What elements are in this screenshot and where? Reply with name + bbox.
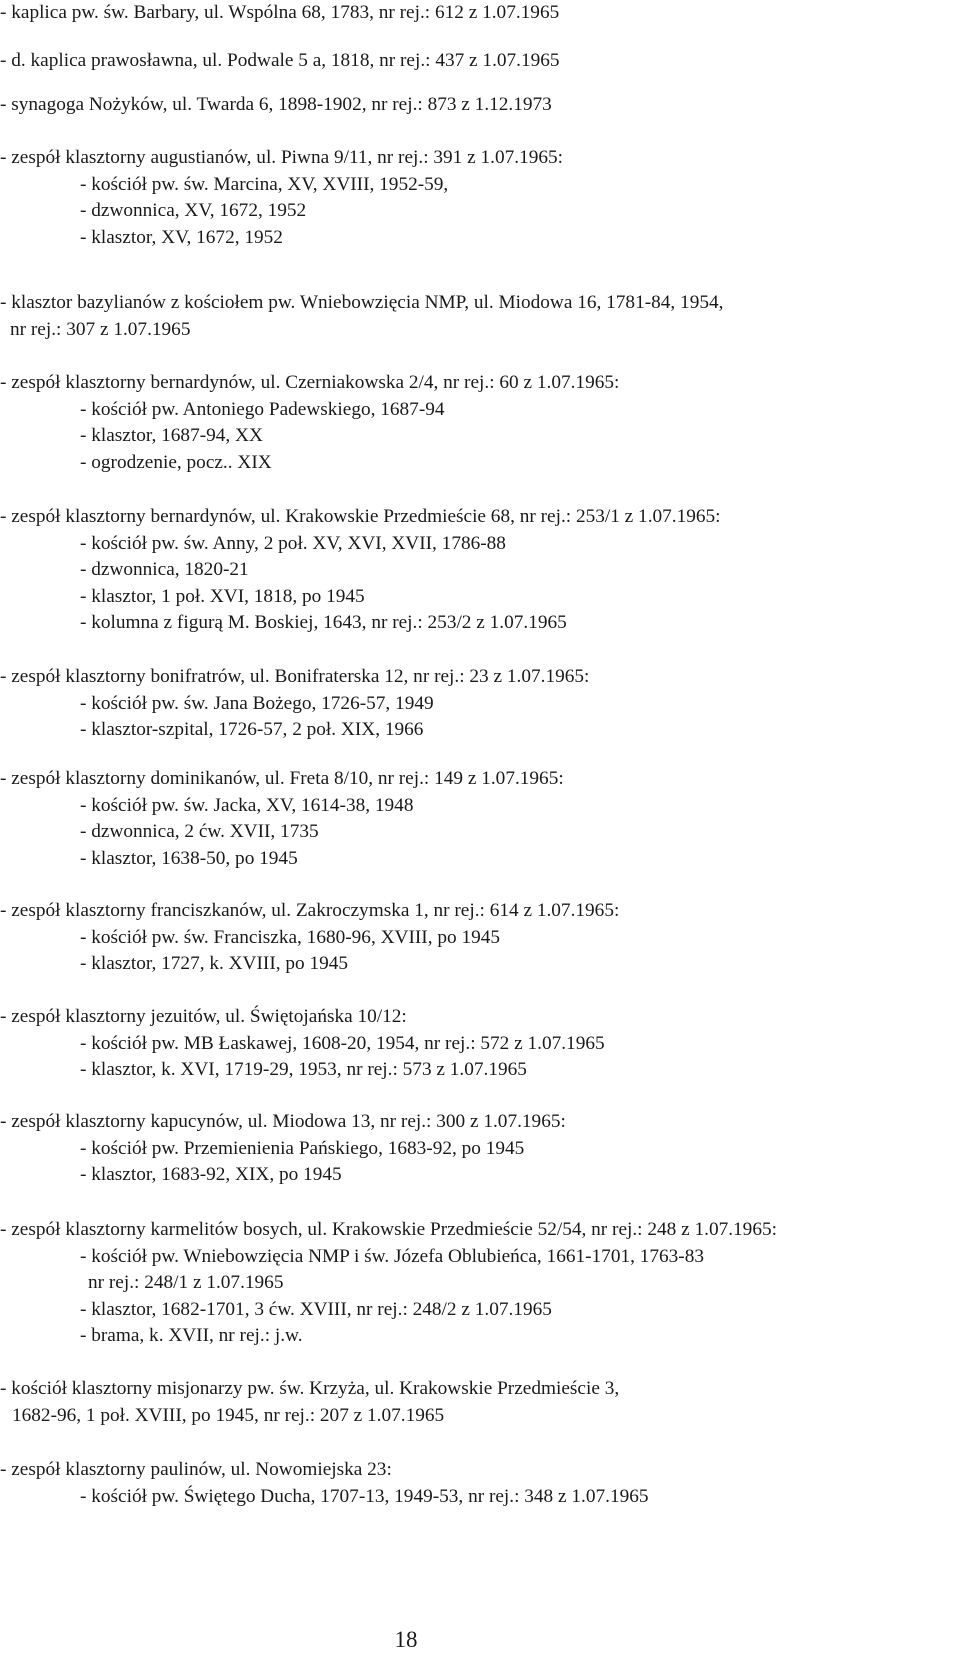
entry-subitem: - klasztor, k. XVI, 1719-29, 1953, nr rej.: 573 z 1.07.1965 [80,1059,527,1080]
entry-heading: - zespół klasztorny paulinów, ul. Nowomiejska 23: [0,1459,392,1480]
entry-continuation: nr rej.: 307 z 1.07.1965 [10,318,191,340]
entry-heading: - zespół klasztorny bernardynów, ul. Czerniakowska 2/4, nr rej.: 60 z 1.07.1965: [0,372,620,393]
entry-heading: - klasztor bazylianów z kościołem pw. Wniebowzięcia NMP, ul. Miodowa 16, 1781-84, 1954, [0,292,724,313]
list-entry-karmelici-bosi [0,1217,960,1350]
list-entry-kapucyni [0,1109,960,1189]
page-number: 18 [394,1627,418,1652]
entry-continuation: 1682-96, 1 poł. XVIII, po 1945, nr rej.: 207 z 1.07.1965 [12,1404,445,1426]
entry-subitem: - ogrodzenie, pocz.. XIX [80,451,272,473]
entry-subitem: - dzwonnica, XV, 1672, 1952 [80,200,307,221]
entry-heading: - zespół klasztorny franciszkanów, ul. Zakroczymska 1, nr rej.: 614 z 1.07.1965: [0,900,620,921]
list-entry-bonifratrzy [0,664,960,744]
entry-heading: - zespół klasztorny karmelitów bosych, ul. Krakowskie Przedmieście 52/54, nr rej.: 248 z 1.07.1965: [0,1219,777,1240]
entry-subitem: - kościół pw. Przemienienia Pańskiego, 1683-92, po 1945 [80,1137,525,1159]
entry-subitem: - klasztor, 1 poł. XVI, 1818, po 1945 [80,585,365,607]
entry-subitem: - kolumna z figurą M. Boskiej, 1643, nr rej.: 253/2 z 1.07.1965 [80,612,567,633]
list-entry-paulini [0,1457,960,1510]
entry-subitem: - klasztor, 1727, k. XVIII, po 1945 [80,953,349,974]
entry-subitem: - klasztor, 1638-50, po 1945 [80,847,298,869]
entry-subitem: - kościół pw. Świętego Ducha, 1707-13, 1949-53, nr rej.: 348 z 1.07.1965 [80,1485,649,1507]
entry-subitem-continuation: nr rej.: 248/1 z 1.07.1965 [88,1272,284,1293]
entry-heading: - zespół klasztorny augustianów, ul. Piwna 9/11, nr rej.: 391 z 1.07.1965: [0,147,563,168]
entry-subitem: - klasztor, 1683-92, XIX, po 1945 [80,1164,342,1185]
list-entry-dominikanie [0,766,960,872]
entry-subitem: - klasztor, 1687-94, XX [80,425,263,446]
entry-subitem: - kościół pw. MB Łaskawej, 1608-20, 1954, nr rej.: 572 z 1.07.1965 [80,1032,605,1054]
entry-heading: - zespół klasztorny dominikanów, ul. Freta 8/10, nr rej.: 149 z 1.07.1965: [0,768,564,789]
entry-subitem: - kościół pw. św. Jacka, XV, 1614-38, 1948 [80,794,414,816]
list-entry-franciszkanie [0,898,960,978]
entry-subitem: - kościół pw. św. Franciszka, 1680-96, XVIII, po 1945 [80,926,501,948]
entry-subitem: - klasztor-szpital, 1726-57, 2 poł. XIX, 1966 [80,719,424,740]
list-entry-augustianie [0,145,960,251]
list-entry-jezuici [0,1004,960,1084]
entry-heading: - zespół klasztorny jezuitów, ul. Świętojańska 10/12: [0,1006,407,1027]
entry-heading: - zespół klasztorny kapucynów, ul. Miodowa 13, nr rej.: 300 z 1.07.1965: [0,1111,566,1132]
entry-heading: - synagoga Nożyków, ul. Twarda 6, 1898-1902, nr rej.: 873 z 1.12.1973 [0,94,552,115]
list-entry-bernardyni-czerniakowska [0,370,960,476]
entry-subitem: - klasztor, XV, 1672, 1952 [80,226,283,248]
list-entry-bazylianie [0,290,960,343]
entry-heading: - kościół klasztorny misjonarzy pw. św. Krzyża, ul. Krakowskie Przedmieście 3, [0,1378,620,1399]
entry-heading: - d. kaplica prawosławna, ul. Podwale 5 a, 1818, nr rej.: 437 z 1.07.1965 [0,50,560,71]
entry-subitem: - kościół pw. Wniebowzięcia NMP i św. Józefa Oblubieńca, 1661-1701, 1763-83 [80,1245,705,1267]
entry-subitem: - dzwonnica, 2 ćw. XVII, 1735 [80,821,319,842]
entry-subitem: - dzwonnica, 1820-21 [80,559,249,580]
list-entry-kaplica-barbary [0,0,960,27]
list-entry-kaplica-prawoslawna [0,48,960,75]
entry-heading: - zespół klasztorny bernardynów, ul. Krakowskie Przedmieście 68, nr rej.: 253/1 z 1.07.1965: [0,506,721,527]
entry-subitem: - kościół pw. św. Marcina, XV, XVIII, 1952-59, [80,173,449,195]
entry-subitem: - kościół pw. św. Anny, 2 poł. XV, XVI, XVII, 1786-88 [80,532,506,554]
entry-subitem: - kościół pw. Antoniego Padewskiego, 1687-94 [80,398,445,420]
entry-subitem: - klasztor, 1682-1701, 3 ćw. XVIII, nr rej.: 248/2 z 1.07.1965 [80,1298,552,1320]
list-entry-synagoga-nozykow [0,92,960,119]
entry-heading: - kaplica pw. św. Barbary, ul. Wspólna 68, 1783, nr rej.: 612 z 1.07.1965 [0,2,560,23]
entry-subitem: - brama, k. XVII, nr rej.: j.w. [80,1325,303,1346]
list-entry-bernardyni-krakowskie [0,504,960,637]
list-entry-misjonarze [0,1376,960,1429]
entry-subitem: - kościół pw. św. Jana Bożego, 1726-57, 1949 [80,692,434,714]
entry-heading: - zespół klasztorny bonifratrów, ul. Bonifraterska 12, nr rej.: 23 z 1.07.1965: [0,666,590,687]
